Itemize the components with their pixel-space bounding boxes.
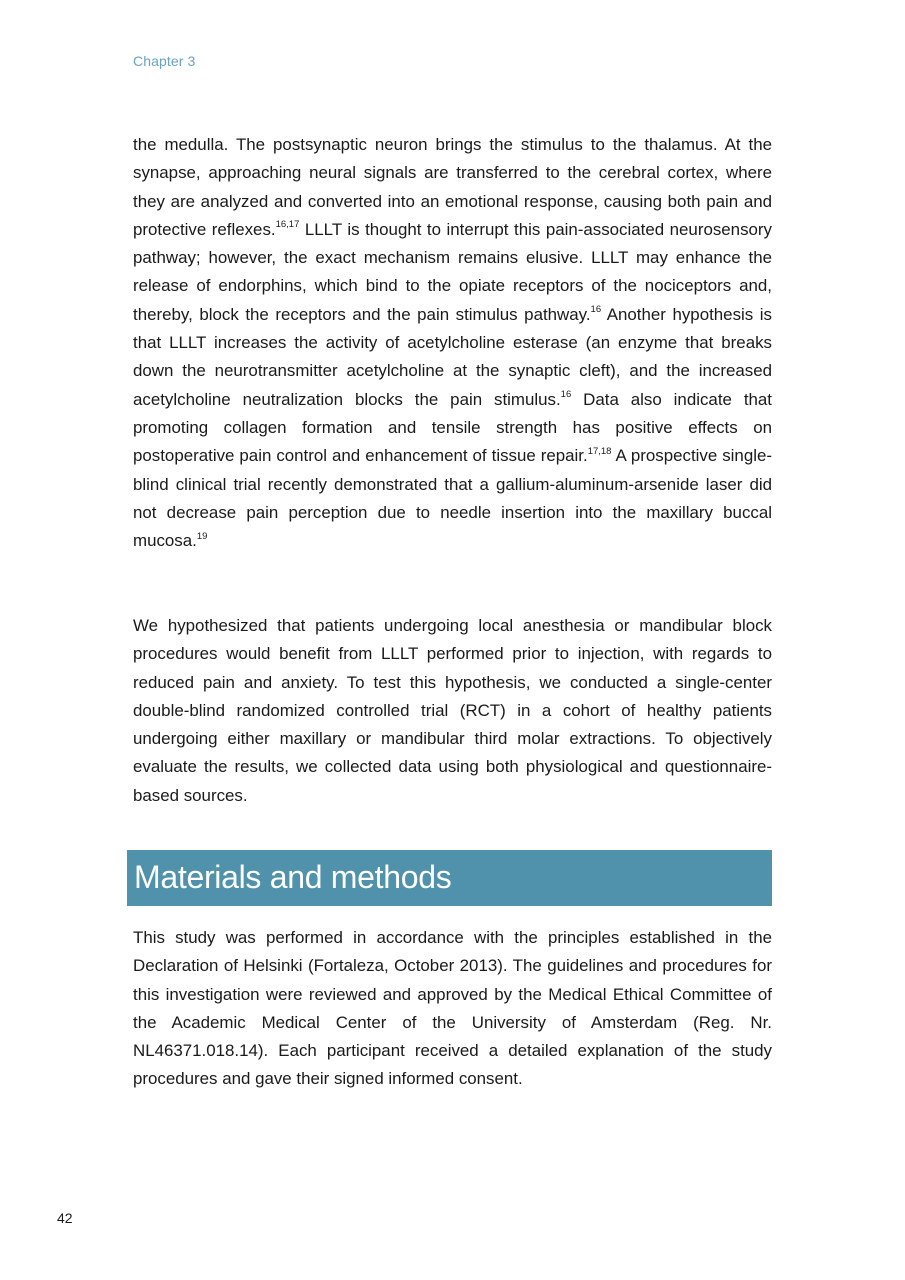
text-segment: the medulla. The postsynaptic neuron brings the stimulus to the thalamus. At the synapse, approaching neural signals are transferred to the cerebral cortex, where they are analyzed and converted into an emotional response, causing both pain and protective reflexes.	[133, 135, 772, 239]
text-segment: LLLT is thought to interrupt this pain-associated neurosensory pathway; however, the exact mechanism remains elusive. LLLT may enhance the release of endorphins, which bind to the opiate receptors of the nociceptors and, thereby, block the receptors and the pain stimulus pathway.	[133, 219, 772, 324]
citation-ref: 16,17	[275, 219, 300, 231]
body-paragraph-2: We hypothesized that patients undergoing local anesthesia or mandibular block procedures would benefit from LLLT performed prior to injection, with regards to reduced pain and anxiety. To test this hypothesis, we conducted a single-center double-blind randomized controlled trial (RCT) in a cohort of healthy patients undergoing either maxillary or mandibular third molar extractions. To objectively evaluate the results, we collected data using both physiological and questionnaire-based sources.	[133, 616, 772, 805]
section-title: Materials and methods	[134, 859, 452, 895]
section-heading-band	[127, 850, 772, 906]
citation-ref: 16	[590, 304, 602, 316]
citation-ref: 17,18	[587, 445, 612, 457]
citation-ref: 16	[560, 389, 572, 401]
page-number: 42	[57, 1210, 73, 1226]
running-head: Chapter 3	[133, 53, 196, 69]
text-segment: A prospective single-blind clinical trial recently demonstrated that a gallium-aluminum-arsenide laser did not decrease pain perception due to needle insertion into the maxillary buccal mucosa.	[133, 446, 772, 551]
text-segment: Data also indicate that promoting collagen formation and tensile strength has positive effects on postoperative pain control and enhancement of tissue repair.	[133, 389, 772, 466]
body-paragraph-1	[133, 131, 772, 555]
citation-ref: 19	[196, 530, 208, 542]
body-paragraph-3: This study was performed in accordance with the principles established in the Declaration of Helsinki (Fortaleza, October 2013). The guidelines and procedures for this investigation were reviewed and approved by the Medical Ethical Committee of the Academic Medical Center of the University of Amsterdam (Reg. Nr. NL46371.018.14). Each participant received a detailed explanation of the study procedures and gave their signed informed consent.	[133, 928, 772, 1089]
text-segment: Another hypothesis is that LLLT increases the activity of acetylcholine esterase (an enzyme that breaks down the neurotransmitter acetylcholine at the synaptic cleft), and the increased acetylcholine neutralization blocks the pain stimulus.	[133, 304, 772, 409]
